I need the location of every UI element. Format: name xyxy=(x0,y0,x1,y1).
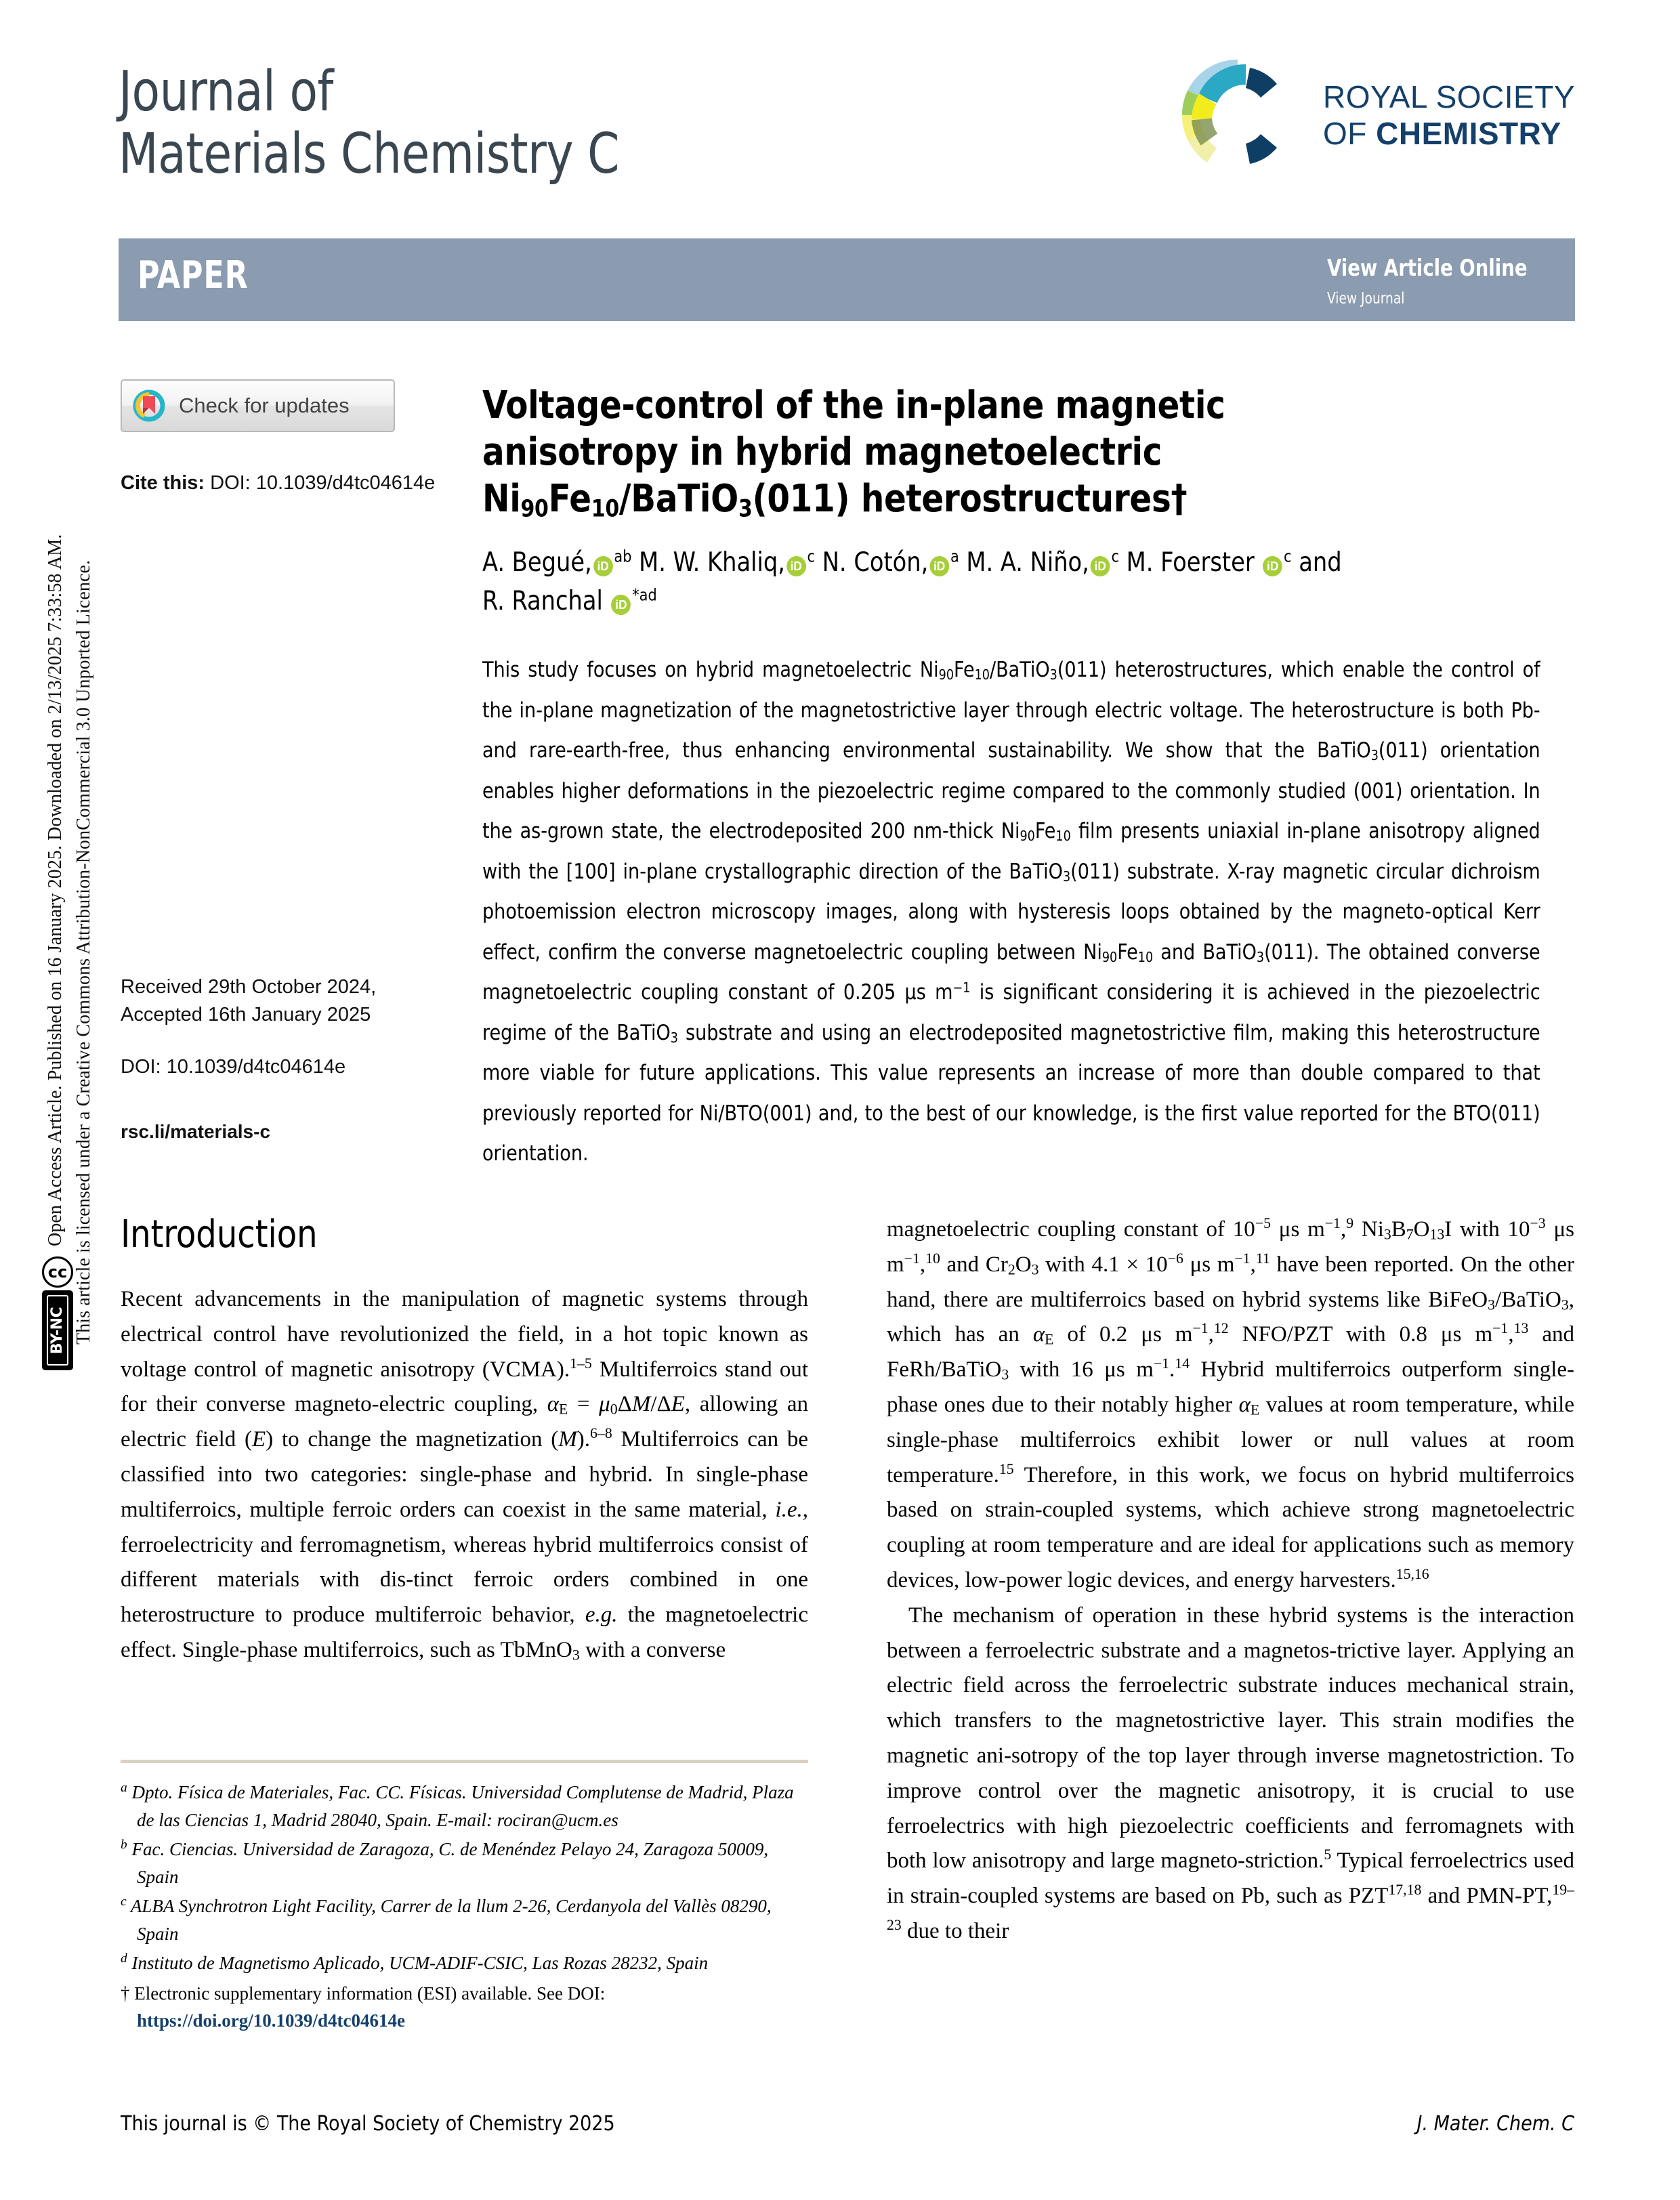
abstract: This study focuses on hybrid magnetoelectric $Ni_{90}Fe_{10}/BaTiO_3(011)$ heterostructures, which enable the control of the in-plane magnetization of the magnetostrictive layer through electric voltage. The heterostructure is both Pb- and rare-earth-free, thus enhancing environmental sustainability. We show that the BaTiO$_3$(011) orientation enables higher deformations in the piezoelectric regime compared to the commonly studied (001) orientation. In the as-grown state, the electrodeposited 200 nm-thick $Ni_{90}Fe_{10}$ film presents uniaxial in-plane anisotropy aligned with the [100] in-plane crystallographic direction of the BaTiO$_3$(011) substrate. X-ray magnetic circular dichroism photoemission electron microscopy images, along with hysteresis loops obtained by the magneto-optical Kerr effect, confirm the converse magnetoelectric coupling between $Ni_{90}Fe_{10}$ and BaTiO$_3$(011). The obtained converse magnetoelectric coupling constant of 0.205 μs $m^{-1}$ is significant considering it is achieved in the piezoelectric regime of the BaTiO$_3$ substrate and using an electrodeposited magnetostrictive film, making this heterostructure more viable for future applications. This value represents an increase of more than double compared to that previously reported for Ni/BTO(001) and, to the best of our knowledge, is the first value reported for the BTO(011) orientation. xyxy=(482,658,1540,1166)
journal-title xyxy=(119,61,619,186)
footnote-divider xyxy=(121,1760,808,1763)
view-article-online-block[interactable] xyxy=(1327,255,1549,308)
view-journal-link[interactable]: View Journal xyxy=(1326,290,1405,308)
orcid-icon[interactable]: iD xyxy=(612,595,631,615)
author-affiliation-marker: c xyxy=(807,547,816,566)
author-affiliation-marker: c xyxy=(1111,547,1119,566)
journal-short-name: J. Mater. Chem. C xyxy=(1416,2112,1574,2136)
orcid-icon[interactable]: iD xyxy=(1091,556,1110,576)
title-batio: /BaTiO xyxy=(618,476,739,521)
journal-title-line1: Journal of xyxy=(119,60,333,124)
paragraph: magnetoelectric coupling constant of $10^{-5}$ μs $m^{-1},^9$ $Ni_3B_7O_{13}I$ with $10^{-3}$ μs $m^{-1},^{10}$ and $Cr_2O_3$ with $4.1 \times 10^{-6}$ μs $m^{-1},^{11}$ have been reported. On the other hand, there are multiferroics based on hybrid systems like BiFeO$_3$/BaTiO$_3$, which has an $\alpha_E$ of 0.2 μs $m^{-1},^{12}$ NFO/PZT with 0.8 μs $m^{-1},^{13}$ and FeRh/BaTiO$_3$ with 16 μs $m^{-1}.^{14}$ Hybrid multiferroics outperform single-phase ones due to their notably higher $\alpha_E$ values at room temperature, while single-phase multiferroics exhibit lower or null values at room temperature.$^{15}$ Therefore, in this work, we focus on hybrid multiferroics based on strain-coupled systems, which achieve strong magnetoelectric coupling at room temperature and are ideal for applications such as memory devices, low-power logic devices, and energy harvesters.$^{15,16}$ xyxy=(887,1215,1575,1592)
esi-doi-link[interactable]: https://doi.org/10.1039/d4tc04614e xyxy=(137,2010,405,2031)
creative-commons-icon xyxy=(42,1256,73,1288)
cite-this-value: DOI: 10.1039/d4tc04614e xyxy=(210,472,436,494)
author-entry[interactable] xyxy=(822,547,959,578)
author-name: A. Begué, xyxy=(482,547,592,578)
orcid-icon[interactable]: iD xyxy=(929,556,949,576)
affiliation-c-text: ALBA Synchrotron Light Facility, Carrer de la llum 2-26, Cerdanyola del Vallès 08290, Spain xyxy=(130,1896,772,1944)
cite-this-line xyxy=(121,470,459,496)
article-title-line2: anisotropy in hybrid magnetoelectric xyxy=(482,429,1162,474)
cc-glyph: cc xyxy=(47,1263,68,1282)
dates-and-doi-block xyxy=(121,973,459,1145)
copyright-line: This journal is © The Royal Society of Chemistry 2025 xyxy=(121,2112,615,2136)
check-for-updates-label: Check for updates xyxy=(179,394,350,417)
cite-this-prefix: Cite this: xyxy=(121,472,205,494)
affiliation-a-text: Dpto. Física de Materiales, Fac. CC. Físicas. Universidad Complutense de Madrid, Plaza de las Ciencias 1, Madrid 28040, Spain. E-mail: rociran@ucm.es xyxy=(131,1782,794,1830)
by-nc-badge xyxy=(42,1290,73,1370)
author-name: N. Cotón, xyxy=(822,547,929,578)
accepted-date: Accepted 16th January 2025 xyxy=(121,1004,371,1026)
title-sub-90: 90 xyxy=(520,495,549,523)
crossmark-icon xyxy=(133,389,165,422)
esi-footnote-text: † Electronic supplementary information (ESI) available. See DOI: xyxy=(121,1983,606,2004)
article-type-banner xyxy=(119,238,1575,321)
rsc-wordmark-line1: ROYAL SOCIETY xyxy=(1322,79,1575,114)
by-nc-label: BY-NC xyxy=(49,1307,66,1354)
affiliation-d-text: Instituto de Magnetismo Aplicado, UCM-ADIF-CSIC, Las Rozas 28232, Spain xyxy=(131,1953,709,1974)
author-entry[interactable] xyxy=(966,547,1119,578)
author-entry[interactable] xyxy=(482,547,631,578)
esi-footnote xyxy=(121,1980,808,2035)
title-tail: (011) heterostructures† xyxy=(752,476,1188,521)
page-footer xyxy=(121,2112,1574,2136)
author-list xyxy=(482,544,1530,620)
orcid-icon[interactable]: iD xyxy=(786,556,806,576)
author-name: R. Ranchal xyxy=(482,585,603,616)
received-date: Received 29th October 2024, xyxy=(121,976,377,998)
orcid-icon[interactable]: iD xyxy=(593,556,613,576)
view-article-online-link[interactable]: View Article Online xyxy=(1326,255,1528,282)
title-sub-3: 3 xyxy=(738,495,753,523)
author-name: M. A. Niño, xyxy=(966,547,1089,578)
affiliation-b: $^b$ Fac. Ciencias. Universidad de Zaragoza, C. de Menéndez Pelayo 24, Zaragoza 50009, Spain xyxy=(121,1838,769,1887)
check-for-updates-button[interactable] xyxy=(121,379,395,432)
article-title xyxy=(482,383,1530,524)
author-name: M. W. Khaliq, xyxy=(639,547,785,578)
article-head xyxy=(482,383,1573,1175)
rsc-chemistry: CHEMISTRY xyxy=(1376,116,1561,151)
affiliation-d: $^d$ Instituto de Magnetismo Aplicado, UCM-ADIF-CSIC, Las Rozas 28232, Spain xyxy=(121,1951,709,1974)
article-title-line1: Voltage-control of the in-plane magnetic xyxy=(482,383,1225,427)
title-sub-10: 10 xyxy=(591,495,619,523)
author-affiliation-marker: a xyxy=(950,547,959,566)
title-fe: Fe xyxy=(548,476,591,521)
article-type-label: PAPER xyxy=(138,253,249,297)
journal-url[interactable]: rsc.li/materials-c xyxy=(121,1120,271,1142)
affiliation-c: $^c$ ALBA Synchrotron Light Facility, Carrer de la llum 2-26, Cerdanyola del Vallès 08290, Spain xyxy=(121,1895,772,1944)
affiliation-b-text: Fac. Ciencias. Universidad de Zaragoza, C. de Menéndez Pelayo 24, Zaragoza 50009, Spain xyxy=(131,1839,769,1887)
doi-line: DOI: 10.1039/d4tc04614e xyxy=(121,1056,346,1078)
author-affiliation-marker: c xyxy=(1284,547,1292,566)
author-name: M. Foerster xyxy=(1126,547,1255,578)
orcid-icon[interactable]: iD xyxy=(1263,556,1282,576)
body-column-right xyxy=(887,1212,1574,1949)
author-affiliation-marker: ab xyxy=(614,547,632,566)
rsc-wordmark xyxy=(1323,79,1575,152)
affiliations-footnotes xyxy=(121,1760,808,2035)
author-entry[interactable] xyxy=(482,586,657,616)
article-title-line3 xyxy=(482,476,1530,524)
section-heading-introduction: Introduction xyxy=(121,1212,318,1256)
article-meta-column xyxy=(121,379,459,496)
rsc-wordmark-line2 xyxy=(1323,115,1575,152)
affiliation-a: $^a$ Dpto. Física de Materiales, Fac. CC. Físicas. Universidad Complutense de Madrid, Plaza de las Ciencias 1, Madrid 28040, Spain. E-mail: rociran@ucm.es xyxy=(121,1781,794,1830)
licence-sidebar: Open Access Article. Published on 16 January 2025. Downloaded on 2/13/2025 7:33:58 AM. This article is licensed under a Creative Commons Attribution-NonCommercial 3.0 Unported Licence. cc BY-NC xyxy=(0,0,115,2200)
paragraph: The mechanism of operation in these hybrid systems is the interaction between a ferroelectric substrate and a magnetos-trictive layer. Applying an electric field across the ferroelectric substrate induces mechanical strain, which transfers to the magnetostrictive layer. This strain modifies the magnetic ani-sotropy of the top layer through inverse magnetostriction. To improve control over the magnetic anisotropy, it is crucial to use ferroelectrics with high piezoelectric coefficients and ferromagnets with both low anisotropy and large magneto-striction.$^5$ Typical ferroelectrics used in strain-coupled systems are based on Pb, such as PZT$^{17,18}$ and PMN-PT,$^{19-23}$ due to their xyxy=(887,1603,1574,1943)
journal-title-line2: Materials Chemistry C xyxy=(119,121,620,186)
masthead xyxy=(119,54,1575,190)
author-conjunction: and xyxy=(1299,547,1342,578)
royal-society-of-chemistry-logo xyxy=(1170,54,1575,176)
title-ni: Ni xyxy=(482,476,521,521)
rsc-of: OF xyxy=(1322,116,1377,151)
author-entry[interactable] xyxy=(1127,547,1292,578)
body-column-left xyxy=(121,1212,808,1668)
author-affiliation-marker: *ad xyxy=(632,585,657,605)
author-entry[interactable] xyxy=(639,547,815,578)
paragraph: Recent advancements in the manipulation of magnetic systems through electrical control have revolutionized the field, in a hot topic known as voltage control of magnetic anisotropy (VCMA).$^{1-5}$ Multiferroics stand out for their converse magneto-electric coupling, $\alpha_E = \mu_0\Delta M/\Delta E$, allowing an electric field (E) to change the magnetization (M).$^{6-8}$ Multiferroics can be classified into two categories: single-phase and hybrid. In single-phase multiferroics, multiple ferroic orders can coexist in the same material, i.e., ferroelectricity and ferromagnetism, whereas hybrid multiferroics consist of different materials with dis-tinct ferroic orders combined in one heterostructure to produce multiferroic behavior, e.g. the magnetoelectric effect. Single-phase multiferroics, such as TbMnO$_3$ with a converse xyxy=(121,1287,809,1664)
rsc-c-mark-icon xyxy=(1170,54,1305,176)
